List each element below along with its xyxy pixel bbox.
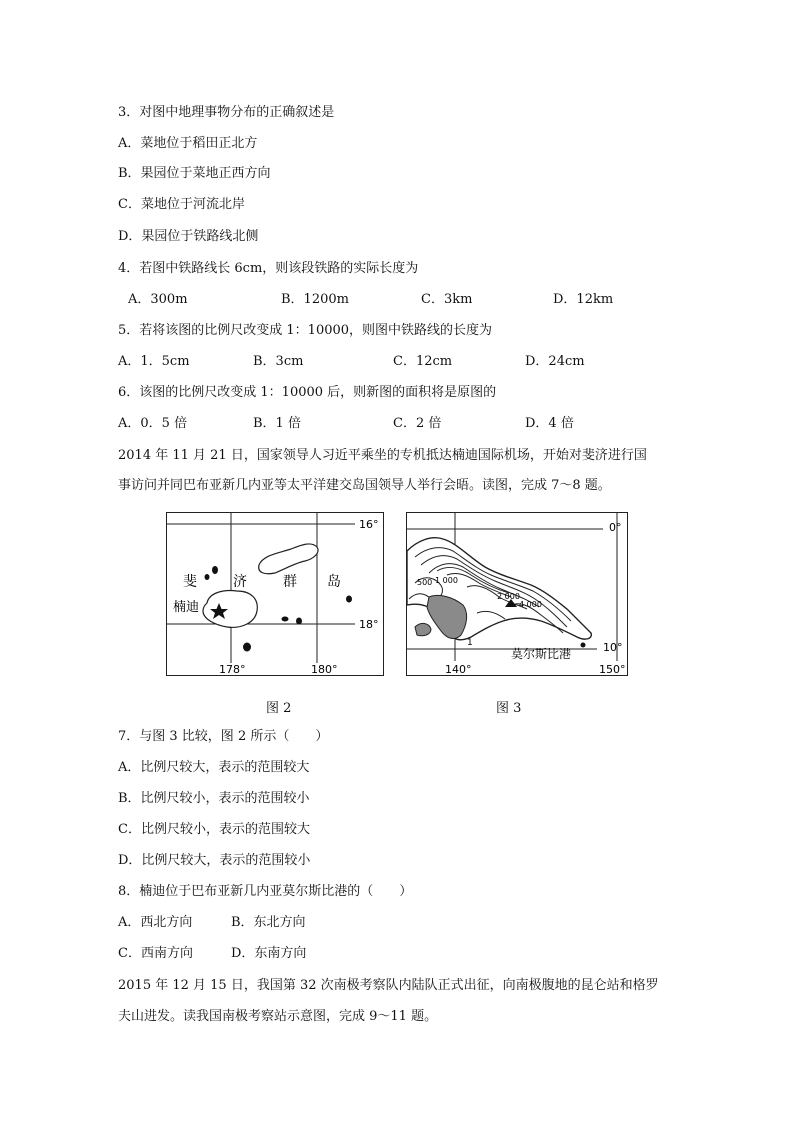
q7-option-a: A．比例尺较大，表示的范围较大 [118,760,310,775]
q5-option-d: D．24cm [525,354,585,369]
q6-option-a: A．0．5 倍 [118,416,188,431]
q3-option-b: B．果园位于菜地正西方向 [118,166,271,181]
lat-0-label: 0° [609,521,622,534]
q3-option-c: C．菜地位于河流北岸 [118,197,245,212]
q8-stem: 8．楠迪位于巴布亚新几内亚莫尔斯比港的（ ） [118,884,413,899]
new-guinea-outline [407,538,591,640]
fiji-char-qun: 群 [283,574,297,590]
passage1-line1: 2014 年 11 月 21 日，国家领导人习近平乘坐的专机抵达楠迪国际机场，开始对斐济进行国 [118,448,647,463]
q3-option-d: D．果园位于铁路线北侧 [118,229,259,244]
small-island [346,596,352,603]
q4-option-a: A．300m [128,292,188,307]
small-island [212,566,218,574]
fiji-map-drawing [167,513,383,675]
figure-2-caption: 图 2 [266,701,292,716]
q6-option-d: D．4 倍 [525,416,574,431]
fiji-char-dao: 岛 [327,574,341,590]
png-map-drawing [407,513,627,675]
q3-stem: 3．对图中地理事物分布的正确叙述是 [118,105,335,120]
q4-stem: 4．若图中铁路线长 6cm，则该段铁路的实际长度为 [118,261,419,276]
q7-stem: 7．与图 3 比较，图 2 所示（ ） [118,729,329,744]
passage2-line2: 夫山进发。读我国南极考察站示意图，完成 9～11 题。 [118,1009,438,1024]
vanua-levu-island [259,544,318,574]
port-moresby-dot [581,643,586,648]
q8-option-c: C．西南方向 [118,946,193,961]
lat-10-label: 10° [603,641,623,654]
q7-option-b: B．比例尺较小，表示的范围较小 [118,791,310,806]
passage2-line1: 2015 年 12 月 15 日，我国第 32 次南极考察队内陆队正式出征，向南极腹地的昆仑站和格罗 [118,978,659,993]
lon-150-label: 150° [599,663,626,675]
q6-option-c: C．2 倍 [393,416,442,431]
q8-option-d: D．东南方向 [231,946,307,961]
q7-option-d: D．比例尺较大，表示的范围较小 [118,853,311,868]
q8-option-a: A．西北方向 [118,915,193,930]
contour-500-label: 500 [417,578,433,587]
lon-140-label: 140° [445,663,472,675]
q6-option-b: B．1 倍 [253,416,301,431]
nadi-label: 楠迪 [173,600,200,615]
q7-option-c: C．比例尺较小，表示的范围较大 [118,822,310,837]
lon-180-label: 180° [311,663,338,675]
small-island [282,617,289,622]
figure-2-fiji-map [166,512,384,676]
small-island [243,643,251,652]
q4-option-b: B．1200m [281,292,349,307]
viti-levu-island [203,591,257,628]
figure-3-caption: 图 3 [496,701,522,716]
small-island [205,574,210,580]
lat-18-label: 18° [359,618,379,631]
q5-stem: 5．若将该图的比例尺改变成 1：10000，则图中铁路线的长度为 [118,323,493,338]
port-moresby-label: 莫尔斯比港 [511,647,572,661]
lat-16-label: 16° [359,518,379,531]
q4-option-d: D．12km [553,292,614,307]
small-island [296,618,302,625]
marker-1-label: 1 [467,638,473,648]
contour-1000-label: 1 000 [435,576,458,585]
contour-4000-label: 4 000 [519,600,542,609]
shaded-lowland [415,623,431,635]
q3-option-a: A．菜地位于稻田正北方 [118,136,258,151]
contour-2000-label: 2 000 [497,592,520,601]
lon-178-label: 178° [219,663,246,675]
passage1-line2: 事访问并同巴布亚新几内亚等太平洋建交岛国领导人举行会晤。读图，完成 7～8 题。 [118,478,611,493]
q8-option-b: B．东北方向 [231,915,306,930]
fiji-char-fei: 斐 [183,574,197,590]
q4-option-c: C．3km [421,292,473,307]
q6-stem: 6．该图的比例尺改变成 1：10000 后，则新图的面积将是原图的 [118,385,497,400]
q5-option-c: C．12cm [393,354,453,369]
q5-option-a: A．1．5cm [118,354,190,369]
q5-option-b: B．3cm [253,354,304,369]
fiji-char-ji: 济 [233,574,247,590]
figure-3-png-map [406,512,628,676]
